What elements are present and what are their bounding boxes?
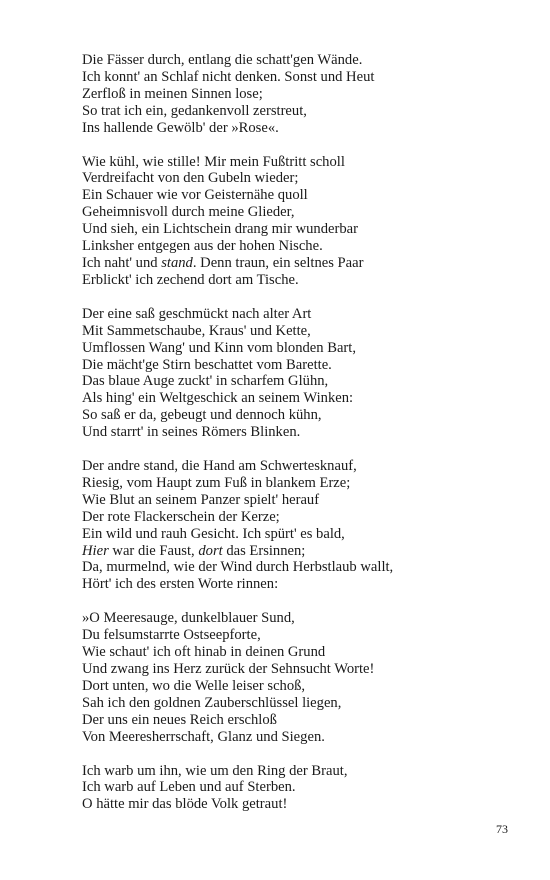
verse-line: Sah ich den goldnen Zauberschlüssel liegen, <box>82 694 342 711</box>
stanza <box>82 458 522 593</box>
verse-line: »O Meeresauge, dunkelblauer Sund, <box>82 610 295 627</box>
verse-line: Ein Schauer wie vor Geisternähe quoll <box>82 187 308 204</box>
stanza <box>82 610 522 745</box>
emphasized-word: stand <box>161 254 193 271</box>
verse-line: Dort unten, wo die Welle leiser schoß, <box>82 677 306 694</box>
verse-line: So saß er da, gebeugt und dennoch kühn, <box>82 407 322 424</box>
verse-line: Geheimnisvoll durch meine Glieder, <box>82 204 295 221</box>
verse-line: Wie kühl, wie stille! Mir mein Fußtritt scholl <box>82 153 345 170</box>
page-number: 73 <box>496 822 508 836</box>
verse-line: Linksher entgegen aus der hohen Nische. <box>82 238 323 255</box>
verse-line: Ins hallende Gewölb' der »Rose«. <box>82 119 279 136</box>
verse-segment: war die Faust, <box>108 542 199 559</box>
verse-line: Wie schaut' ich oft hinab in deinen Grund <box>82 644 326 661</box>
verse-line: Und zwang ins Herz zurück der Sehnsucht Worte! <box>82 661 375 677</box>
emphasized-word: Hier <box>82 542 109 559</box>
verse-line: Da, murmelnd, wie der Wind durch Herbstlaub wallt, <box>82 559 394 576</box>
verse-line: Und starrt' in seines Römers Blinken. <box>82 424 301 441</box>
verse-line: Umflossen Wang' und Kinn vom blonden Bart, <box>82 339 356 356</box>
verse-line: Der andre stand, die Hand am Schwertesknauf, <box>82 458 357 475</box>
verse-line: Du felsumstarrte Ostseepforte, <box>82 627 261 644</box>
poem-text <box>82 52 522 830</box>
verse-line: O hätte mir das blöde Volk getraut! <box>82 796 288 813</box>
verse-line: Das blaue Auge zuckt' in scharfem Glühn, <box>82 373 329 390</box>
verse-line <box>82 255 522 272</box>
verse-line: Ein wild und rauh Gesicht. Ich spürt' es bald, <box>82 525 345 542</box>
verse-line: Der eine saß geschmückt nach alter Art <box>82 305 312 322</box>
verse-line: Ich warb um ihn, wie um den Ring der Braut, <box>82 762 348 779</box>
verse-segment: Ich naht' und <box>82 254 162 271</box>
verse-line: Wie Blut an seinem Panzer spielt' herauf <box>82 491 320 508</box>
verse-line: Hört' ich des ersten Worte rinnen: <box>82 576 279 593</box>
stanza <box>82 763 522 814</box>
verse-segment: . Denn traun, ein seltnes Paar <box>192 254 364 271</box>
verse-line: Der uns ein neues Reich erschloß <box>82 711 277 728</box>
stanza <box>82 306 522 441</box>
verse-line: Der rote Flackerschein der Kerze; <box>82 508 280 525</box>
emphasized-word: dort <box>198 542 223 559</box>
verse-line: Riesig, vom Haupt zum Fuß in blankem Erze; <box>82 474 351 491</box>
verse-line: Die mächt'ge Stirn beschattet vom Barette. <box>82 356 332 373</box>
verse-line: Ich konnt' an Schlaf nicht denken. Sonst und Heut <box>82 68 375 85</box>
verse-line: Von Meeresherrschaft, Glanz und Siegen. <box>82 728 325 745</box>
verse-line: Und sieh, ein Lichtschein drang mir wunderbar <box>82 221 358 238</box>
verse-line: Zerfloß in meinen Sinnen lose; <box>82 85 263 102</box>
verse-line: So trat ich ein, gedankenvoll zerstreut, <box>82 102 307 119</box>
verse-line: Ich warb auf Leben und auf Sterben. <box>82 779 296 796</box>
verse-line: Verdreifacht von den Gubeln wieder; <box>82 170 299 187</box>
stanza <box>82 154 522 289</box>
verse-line: Als hing' ein Weltgeschick an seinem Winken: <box>82 390 354 407</box>
stanza <box>82 52 522 137</box>
verse-line: Erblickt' ich zechend dort am Tische. <box>82 271 299 288</box>
verse-segment: das Ersinnen; <box>222 542 306 559</box>
verse-line: Mit Sammetschaube, Kraus' und Kette, <box>82 322 311 339</box>
verse-line <box>82 543 522 560</box>
verse-line: Die Fässer durch, entlang die schatt'gen Wände. <box>82 52 363 68</box>
